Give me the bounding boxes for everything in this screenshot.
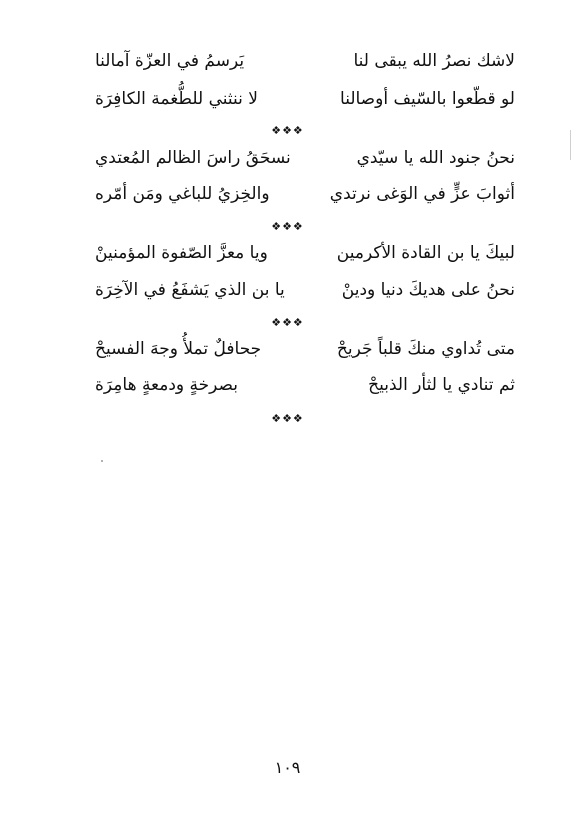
poem-line (95, 84, 515, 114)
poem-line (95, 370, 515, 400)
first-hemistich: لبيكَ يا بن القادة الأكرمين (336, 243, 515, 263)
poem-line (95, 143, 515, 173)
second-hemistich: بصرخةٍ ودمعةٍ هامِرَة (95, 375, 239, 395)
first-hemistich: لاشك نصرُ الله يبقى لنا (353, 51, 515, 71)
stanza-divider-ornament: ❖❖❖ (271, 220, 304, 233)
stanza-divider-ornament: ❖❖❖ (271, 412, 304, 425)
second-hemistich: يا بن الذي يَشفَعُ في الآخِرَة (95, 280, 285, 300)
scan-speck (101, 460, 103, 462)
second-hemistich: ويا معزَّ الصّفوة المؤمنينْ (95, 243, 268, 263)
poem-line (95, 46, 515, 76)
stanza-divider-ornament: ❖❖❖ (271, 124, 304, 137)
second-hemistich: يَرسمُ في العزّة آمالنا (95, 51, 245, 71)
poem-line (95, 275, 515, 305)
first-hemistich: ثم تنادي يا لثأر الذبيحْ (368, 375, 515, 395)
first-hemistich: لو قطّعوا بالسّيف أوصالنا (340, 89, 515, 109)
first-hemistich: أثوابَ عزٍّ في الوَغى نرتدي (329, 184, 515, 204)
page-number: ١٠٩ (274, 758, 301, 777)
stanza-divider-ornament: ❖❖❖ (271, 316, 304, 329)
poem-line (95, 179, 515, 209)
first-hemistich: متى تُداوي منكَ قلباً جَريحْ (336, 339, 515, 359)
second-hemistich: والخِزيُ للباغي ومَن أمّره (95, 184, 270, 204)
first-hemistich: نحنُ جنود الله يا سيّدي (356, 148, 515, 168)
second-hemistich: جحافلٌ تملأُ وجهَ الفسيحْ (95, 339, 262, 359)
scan-edge-line (570, 130, 571, 160)
poem-line (95, 334, 515, 364)
second-hemistich: لا ننثني للطُّغمة الكافِرَة (95, 89, 258, 109)
second-hemistich: نسحَقُ راسَ الظالم المُعتدي (95, 148, 291, 168)
first-hemistich: نحنُ على هديكَ دنيا ودينْ (341, 280, 515, 300)
poem-line (95, 238, 515, 268)
